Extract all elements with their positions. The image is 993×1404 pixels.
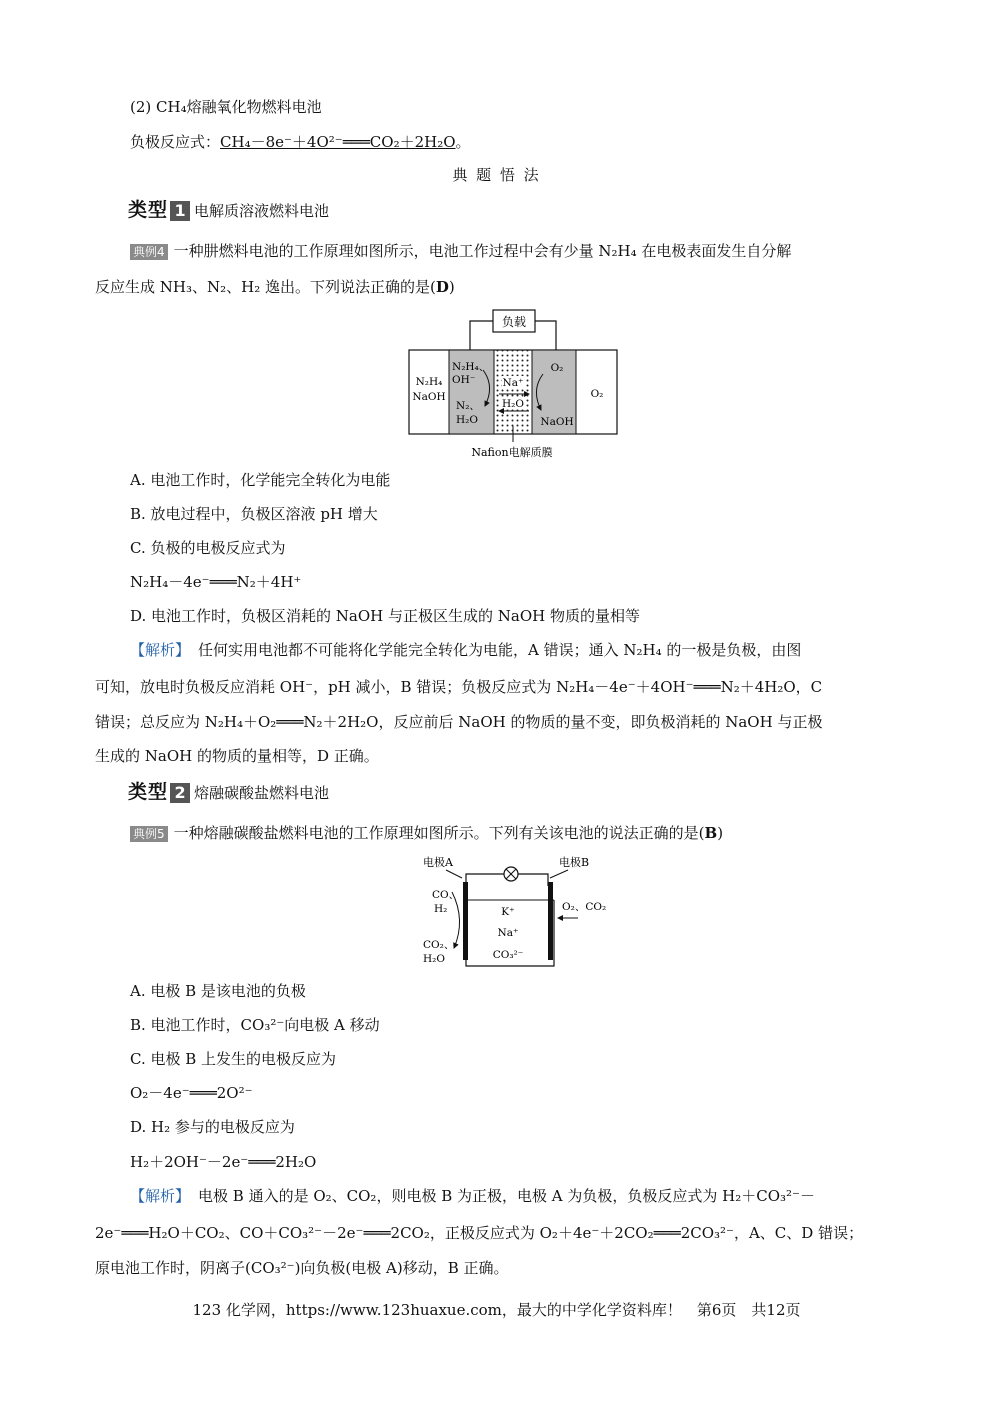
ex5-option-c-equation: O₂－4e⁻═══2O²⁻: [130, 1084, 253, 1102]
ex4-stem-line2: [95, 276, 900, 298]
ion-carbonate: CO₃²⁻: [492, 949, 524, 961]
wire-b: [518, 874, 548, 886]
page-footer: 123 化学网，https://www.123huaxue.com，最大的中学化学资料库！ 第6页 共12页: [192, 1301, 801, 1319]
anode-input-l2: OH⁻: [452, 374, 476, 386]
ex5-option-b: B. 电池工作时，CO₃²⁻向电极 A 移动: [130, 1016, 380, 1034]
type1-number: 1: [170, 201, 190, 221]
cathode-output: NaOH: [540, 416, 574, 428]
type2-title: 熔融碳酸盐燃料电池: [194, 784, 330, 802]
hydrazine-cell-diagram: [405, 308, 625, 466]
type1-word: 类型: [128, 199, 169, 221]
type1-title: 电解质溶液燃料电池: [194, 202, 330, 220]
type2-word: 类型: [128, 781, 169, 803]
ex5-analysis-label: 【解析】: [130, 1187, 191, 1205]
ex4-analysis-l2: 可知，放电时负极反应消耗 OH⁻，pH 减小，B 错误；负极反应式为 N₂H₄－4e⁻＋4OH⁻═══N₂＋4H₂O，C: [95, 678, 823, 696]
left-chamber-l1: N₂H₄: [415, 376, 443, 388]
ex4-answer: D: [435, 278, 449, 296]
electrode-a-pointer: [446, 870, 462, 878]
ex5-analysis-l1: [130, 1185, 935, 1207]
ex5-answer: B: [704, 824, 718, 842]
ex4-stem-text1: 一种肼燃料电池的工作原理如图所示，电池工作过程中会有少量 N₂H₄ 在电极表面发生自分解: [173, 242, 792, 260]
electrode-a-output-l2: H₂O: [423, 953, 445, 965]
ex4-badge: 典例4: [130, 244, 168, 260]
ex5-analysis-l2: 2e⁻═══H₂O＋CO₂、CO＋CO₃²⁻－2e⁻═══2CO₂，正极反应式为 O₂＋4e⁻＋2CO₂═══2CO₃²⁻，A、C、D 错误；: [95, 1224, 864, 1242]
membrane-water: H₂O: [502, 398, 524, 410]
ex4-option-c-equation: N₂H₄－4e⁻═══N₂＋4H⁺: [130, 573, 302, 591]
cathode-input: O₂: [550, 362, 564, 374]
ex4-option-a: A. 电池工作时，化学能完全转化为电能: [130, 471, 391, 489]
negative-label: 负极反应式：: [130, 133, 221, 151]
ex5-option-c: C. 电极 B 上发生的电极反应为: [130, 1050, 337, 1068]
right-chamber: O₂: [590, 388, 604, 400]
type2-number: 2: [170, 783, 190, 803]
ex4-analysis-text1: 任何实用电池都不可能将化学能完全转化为电能，A 错误；通入 N₂H₄ 的一极是负极，由图: [198, 641, 802, 659]
electrode-a-input-l2: H₂: [434, 903, 448, 915]
negative-reaction-line: [130, 131, 935, 153]
negative-end: 。: [455, 133, 471, 151]
ex5-stem: [130, 822, 935, 844]
ex4-stem-close: ): [448, 278, 455, 296]
electrode-a-input-l1: CO、: [432, 889, 460, 901]
ex4-option-b: B. 放电过程中，负极区溶液 pH 增大: [130, 505, 378, 523]
wire-a: [466, 874, 504, 886]
electrode-b-label: 电极B: [558, 856, 590, 869]
ex4-analysis-l1: [130, 639, 935, 661]
membrane-label: Nafion电解质膜: [471, 446, 553, 459]
ex4-stem-text2: 反应生成 NH₃、N₂、H₂ 逸出。下列说法正确的是(: [95, 278, 436, 296]
ex5-analysis-text1: 电极 B 通入的是 O₂、CO₂，则电极 B 为正极，电极 A 为负极，负极反应式为 H₂＋CO₃²⁻－: [198, 1187, 815, 1205]
electrode-a-label: 电极A: [423, 856, 453, 869]
anode-output-l2: H₂O: [456, 414, 478, 426]
ex4-analysis-l3: 错误；总反应为 N₂H₄＋O₂═══N₂＋2H₂O，反应前后 NaOH 的物质的量不变，即负极消耗的 NaOH 与正极: [95, 713, 823, 731]
ex4-analysis-l4: 生成的 NaOH 的物质的量相等，D 正确。: [95, 747, 379, 765]
carbonate-cell-diagram: [418, 852, 614, 970]
ex5-option-d: D. H₂ 参与的电极反应为: [130, 1118, 295, 1136]
load-label: 负载: [501, 315, 527, 329]
section-title: 典 题 悟 法: [452, 166, 541, 184]
ex5-analysis-l3: 原电池工作时，阴离子(CO₃²⁻)向负极(电极 A)移动，B 正确。: [95, 1259, 509, 1277]
wire-left: [470, 321, 493, 350]
ex4-stem-line1: [130, 240, 935, 262]
electrode-b: [548, 882, 553, 960]
ex5-option-d-equation: H₂＋2OH⁻－2e⁻═══2H₂O: [130, 1153, 317, 1171]
electrode-b-input: O₂、CO₂: [562, 901, 607, 913]
ex5-badge: 典例5: [130, 826, 168, 842]
membrane-ion: Na⁺: [502, 377, 524, 389]
ex4-option-d: D. 电池工作时，负极区消耗的 NaOH 与正极区生成的 NaOH 物质的量相等: [130, 607, 640, 625]
anode-input-l1: N₂H₄、: [452, 361, 490, 373]
electrode-b-pointer: [550, 870, 568, 878]
ion-na: Na⁺: [497, 927, 519, 939]
item-heading: (2) CH₄熔融氧化物燃料电池: [130, 98, 322, 116]
negative-reaction: CH₄－8e⁻＋4O²⁻═══CO₂＋2H₂O: [220, 133, 456, 151]
ex5-stem-close: ): [717, 824, 724, 842]
electrode-a: [463, 882, 468, 960]
ion-k: K⁺: [501, 906, 515, 918]
ex5-option-a: A. 电极 B 是该电池的负极: [130, 982, 306, 1000]
wire-right: [535, 321, 556, 350]
ex5-stem-text: 一种熔融碳酸盐燃料电池的工作原理如图所示。下列有关该电池的说法正确的是(: [173, 824, 705, 842]
anode-output-l1: N₂、: [456, 400, 480, 412]
nafion-membrane: [494, 350, 532, 434]
type1-header: [128, 199, 329, 221]
left-chamber-l2: NaOH: [412, 391, 446, 403]
type2-header: [128, 781, 329, 803]
ex4-option-c: C. 负极的电极反应式为: [130, 539, 286, 557]
ex4-analysis-label: 【解析】: [130, 641, 191, 659]
electrode-a-output-l1: CO₂、: [423, 939, 455, 951]
